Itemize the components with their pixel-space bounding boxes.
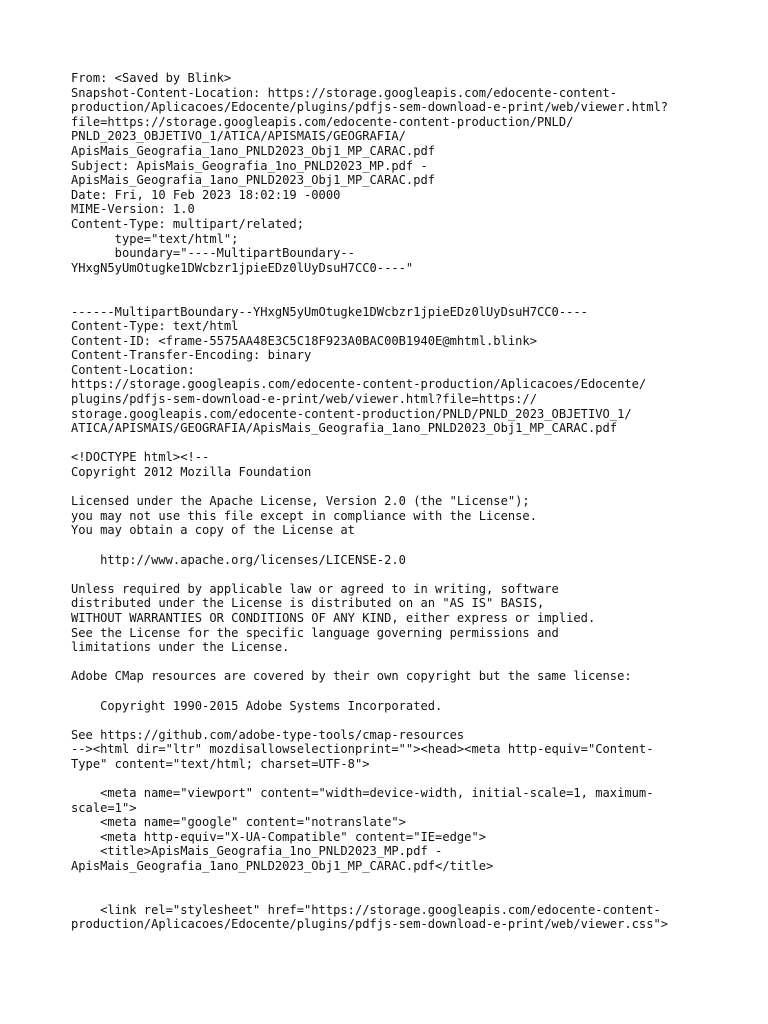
document-page [71, 71, 711, 932]
text-line: plugins/pdfjs-sem-download-e-print/web/viewer.html?file=https:// [71, 392, 537, 407]
text-line: http://www.apache.org/licenses/LICENSE-2.0 [71, 552, 406, 567]
text-line [71, 567, 711, 582]
text-line: Content-ID: <frame-5575AA48E3C5C18F923A0BAC00B1940E@mhtml.blink> [71, 333, 537, 348]
text-line [71, 275, 711, 290]
text-line: From: <Saved by Blink> [71, 71, 232, 85]
text-line: <meta name="viewport" content="width=device-width, initial-scale=1, maximum- [71, 786, 654, 801]
text-line: Subject: ApisMais_Geografia_1no_PNLD2023_MP.pdf - [71, 158, 428, 173]
text-line: distributed under the License is distributed on an "AS IS" BASIS, [71, 596, 545, 611]
text-line: production/Aplicacoes/Edocente/plugins/pdfjs-sem-download-e-print/web/viewer.css"> [71, 917, 669, 932]
text-line: ApisMais_Geografia_1ano_PNLD2023_Obj1_MP_CARAC.pdf [71, 173, 436, 188]
text-line: MIME-Version: 1.0 [71, 202, 195, 217]
text-line: Copyright 2012 Mozilla Foundation [71, 465, 312, 480]
text-line: Unless required by applicable law or agreed to in writing, software [71, 581, 559, 596]
text-line: YHxgN5yUmOtugke1DWcbzr1jpieEDz0lUyDsuH7CC0----" [71, 260, 414, 275]
text-line: <meta name="google" content="notranslate"> [71, 815, 406, 830]
text-line: Snapshot-Content-Location: https://storage.googleapis.com/edocente-content- [71, 85, 618, 100]
text-line [71, 772, 711, 787]
text-line: ApisMais_Geografia_1ano_PNLD2023_Obj1_MP_CARAC.pdf [71, 143, 436, 158]
text-line: Type" content="text/html; charset=UTF-8"> [71, 756, 370, 771]
text-line [71, 538, 711, 553]
text-line [71, 290, 711, 305]
text-line: Date: Fri, 10 Feb 2023 18:02:19 -0000 [71, 187, 341, 202]
text-line [71, 655, 711, 670]
text-line: <!DOCTYPE html><!-- [71, 450, 210, 465]
text-line: you may not use this file except in compliance with the License. [71, 508, 537, 523]
text-line [71, 480, 711, 495]
text-line: PNLD_2023_OBJETIVO_1/ATICA/APISMAIS/GEOGRAFIA/ [71, 129, 406, 144]
text-line: See the License for the specific language governing permissions and [71, 625, 559, 640]
text-line: Content-Type: text/html [71, 319, 239, 334]
text-line: limitations under the License. [71, 640, 290, 655]
text-line: --><html dir="ltr" mozdisallowselectionprint=""><head><meta http-equiv="Content- [71, 742, 654, 757]
text-line: ATICA/APISMAIS/GEOGRAFIA/ApisMais_Geografia_1ano_PNLD2023_Obj1_MP_CARAC.pdf [71, 421, 618, 436]
text-line: Content-Transfer-Encoding: binary [71, 348, 312, 363]
text-line: Copyright 1990-2015 Adobe Systems Incorporated. [71, 698, 443, 713]
text-line [71, 888, 711, 903]
text-line: ------MultipartBoundary--YHxgN5yUmOtugke1DWcbzr1jpieEDz0lUyDsuH7CC0---- [71, 304, 588, 319]
text-line: Content-Type: multipart/related; [71, 216, 304, 231]
text-line [71, 436, 711, 451]
text-line: You may obtain a copy of the License at [71, 523, 355, 538]
text-line: See https://github.com/adobe-type-tools/cmap-resources [71, 727, 465, 742]
text-line: scale=1"> [71, 800, 137, 815]
text-line: Adobe CMap resources are covered by their own copyright but the same license: [71, 669, 632, 684]
text-line: storage.googleapis.com/edocente-content-production/PNLD/PNLD_2023_OBJETIVO_1/ [71, 406, 632, 421]
text-line: <title>ApisMais_Geografia_1no_PNLD2023_MP.pdf - [71, 844, 443, 859]
text-line: Licensed under the Apache License, Version 2.0 (the "License"); [71, 494, 530, 509]
text-line: https://storage.googleapis.com/edocente-content-production/Aplicacoes/Edocente/ [71, 377, 647, 392]
text-line: boundary="----MultipartBoundary-- [71, 246, 355, 261]
text-line: production/Aplicacoes/Edocente/plugins/pdfjs-sem-download-e-print/web/viewer.html? [71, 100, 669, 115]
text-line [71, 874, 711, 889]
text-line: Content-Location: [71, 362, 195, 377]
text-line: WITHOUT WARRANTIES OR CONDITIONS OF ANY KIND, either express or implied. [71, 610, 596, 625]
text-line [71, 713, 711, 728]
text-line: <link rel="stylesheet" href="https://storage.googleapis.com/edocente-content- [71, 902, 661, 917]
text-line: type="text/html"; [71, 231, 239, 246]
text-line: file=https://storage.googleapis.com/edocente-content-production/PNLD/ [71, 114, 574, 129]
text-line: ApisMais_Geografia_1ano_PNLD2023_Obj1_MP_CARAC.pdf</title> [71, 859, 494, 874]
text-line [71, 684, 711, 699]
text-line: <meta http-equiv="X-UA-Compatible" content="IE=edge"> [71, 829, 487, 844]
